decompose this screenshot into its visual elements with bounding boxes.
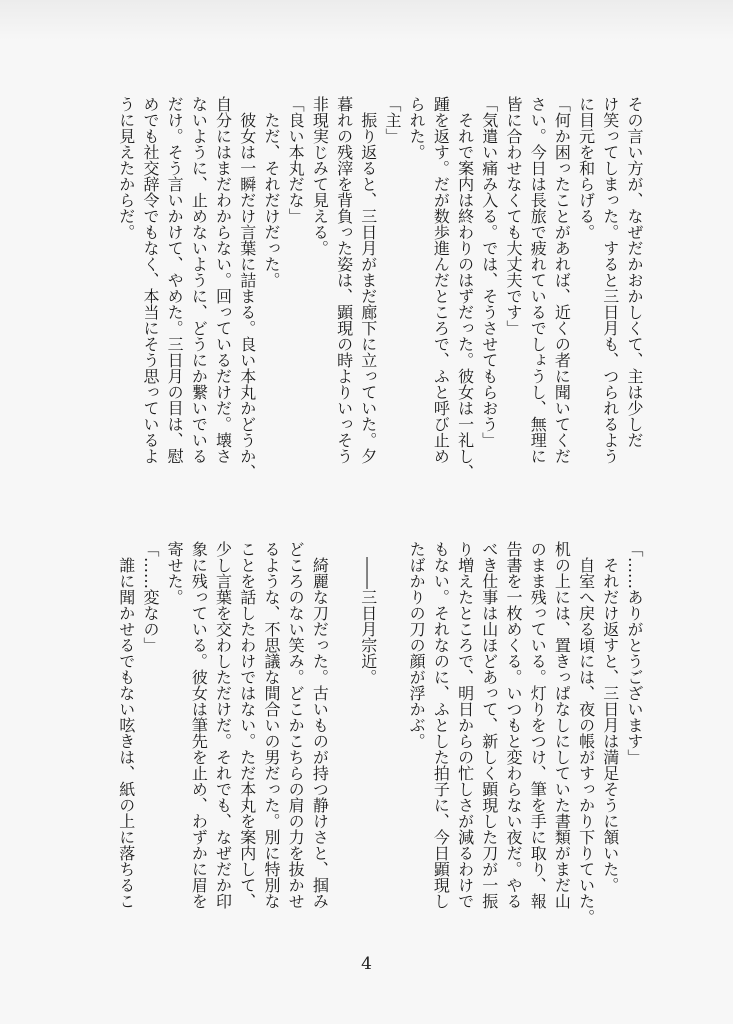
text-line: うに見えたからだ。 bbox=[116, 96, 136, 240]
text-line: 自室へ戻る頃には、夜の帳がすっかり下りていた。 bbox=[576, 541, 596, 925]
lower-text-block bbox=[86, 541, 646, 941]
text-line: 「何か困ったことがあれば、近くの者に聞いてくだ bbox=[552, 96, 572, 464]
text-line: 彼女は一瞬だけ言葉に詰まる。良い本丸かどうか、 bbox=[237, 96, 257, 480]
page-number: 4 bbox=[361, 954, 372, 974]
text-line: べき仕事は山ほどあって、新しく顕現した刀が一振 bbox=[479, 541, 499, 909]
text-line: 自分にはまだわからない。回っているだけだ。壊さ bbox=[213, 96, 233, 464]
text-line: 少し言葉を交わしただけだ。それでも、なぜだか印 bbox=[213, 541, 233, 909]
text-line: り増えたところで、明日からの忙しさが減るわけで bbox=[455, 541, 475, 909]
text-line: に目元を和らげる。 bbox=[576, 96, 596, 240]
text-line: ないように、止めないように、どうにか繋いでいる bbox=[189, 96, 209, 464]
text-line: さい。今日は長旅で疲れているでしょうし、無理に bbox=[528, 96, 548, 464]
text-line: だけ。そう言いかけて、やめた。三日月の目は、慰 bbox=[165, 96, 185, 464]
text-line: 「……ありがとうございます」 bbox=[625, 541, 644, 765]
text-line bbox=[331, 541, 355, 941]
text-line: どころのない笑み。どこかこちらの肩の力を抜かせ bbox=[286, 541, 306, 909]
text-line: 机の上には、置きっぱなしにしていた書類がまだ山 bbox=[552, 541, 572, 909]
text-line: 誰に聞かせるでもない呟きは、紙の上に落ちるこ bbox=[116, 541, 136, 909]
text-line: るような、不思議な間合いの男だった。別に特別な bbox=[261, 541, 281, 909]
text-line: 綺麗な刀だった。古いものが持つ静けさと、掴み bbox=[310, 541, 330, 909]
text-line: のまま残っている。灯りをつけ、筆を手に取り、報 bbox=[528, 541, 548, 909]
text-line: 振り返ると、三日月がまだ廊下に立っていた。夕 bbox=[358, 96, 378, 464]
text-line bbox=[380, 541, 404, 941]
text-line: 皆に合わせなくても大丈夫です」 bbox=[503, 96, 523, 336]
text-line: もない。それなのに、ふとした拍子に、今日顕現し bbox=[431, 541, 451, 909]
text-line: 「……変なの」 bbox=[140, 541, 160, 653]
text-line: け笑ってしまった。すると三日月も、つられるよう bbox=[600, 96, 620, 464]
text-line: 寄せた。 bbox=[165, 541, 185, 605]
text-line: それで案内は終わりのはずだった。彼女は一礼し、 bbox=[455, 96, 475, 480]
text-line: 踵を返す。だが数歩進んだところで、ふと呼び止め bbox=[431, 96, 451, 464]
text-line: ただ、それだけだった。 bbox=[261, 96, 281, 288]
text-line: たばかりの刀の顔が浮かぶ。 bbox=[407, 541, 427, 749]
text-line: 「気遣い痛み入る。では、そうさせてもらおう」 bbox=[479, 96, 499, 448]
text-line: 象に残っている。彼女は筆先を止め、わずかに眉を bbox=[189, 541, 209, 909]
text-line: 告書を一枚めくる。いつもと変わらない夜だ。やる bbox=[503, 541, 523, 909]
text-line: それだけ返すと、三日月は満足そうに頷いた。 bbox=[600, 541, 620, 893]
text-line: ことを話したわけではない。ただ本丸を案内して、 bbox=[237, 541, 257, 909]
text-line: めでも社交辞令でもなく、本当にそう思っているよ bbox=[140, 96, 160, 464]
text-line: られた。 bbox=[407, 96, 427, 160]
text-line: ――三日月宗近。 bbox=[358, 541, 378, 685]
text-line: 非現実じみて見える。 bbox=[310, 96, 330, 256]
text-line: 「良い本丸だな」 bbox=[286, 96, 306, 224]
text-line: その言い方が、なぜだかおかしくて、主は少しだ bbox=[625, 96, 644, 448]
text-line: 暮れの残滓を背負った姿は、顕現の時よりいっそう bbox=[334, 96, 354, 464]
text-line: 「主」 bbox=[382, 96, 402, 144]
upper-text-block bbox=[86, 96, 646, 496]
